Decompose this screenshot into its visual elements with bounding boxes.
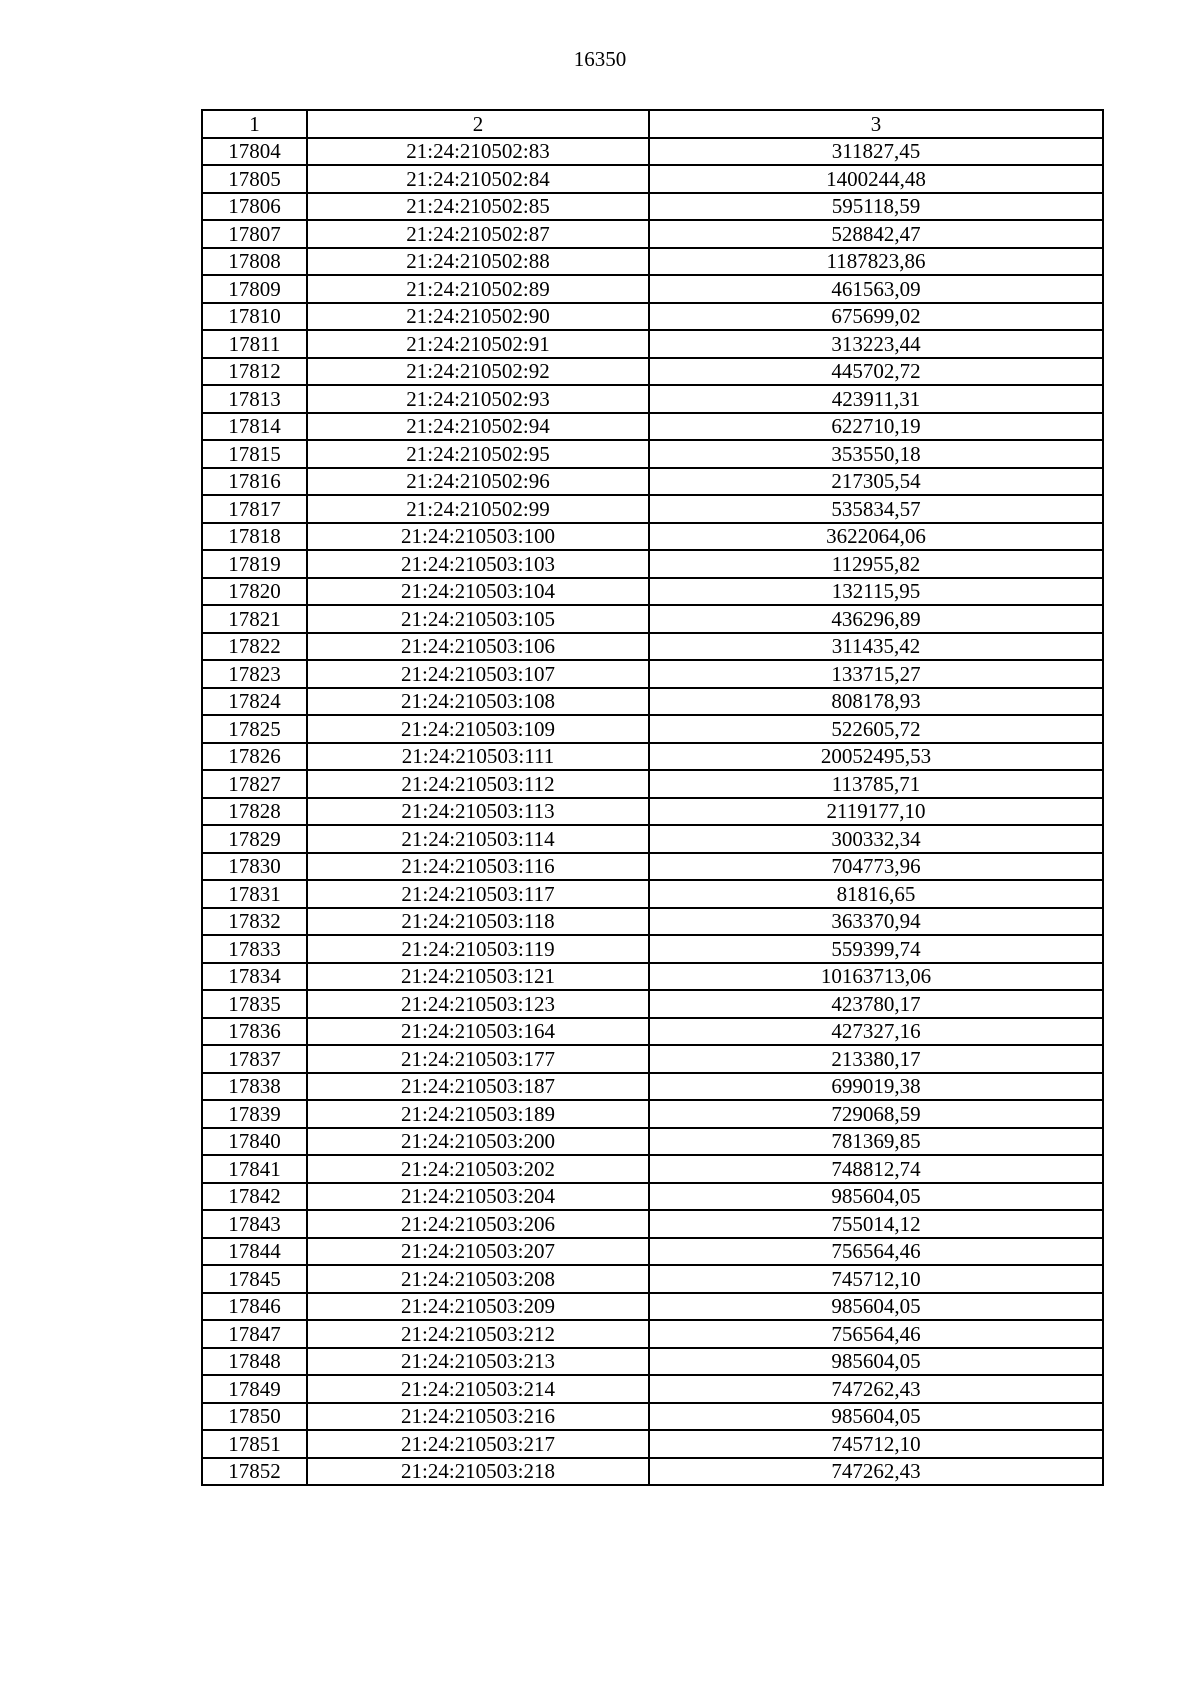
- value-cell: 217305,54: [649, 468, 1103, 496]
- cadastral-number-cell: 21:24:210502:91: [307, 330, 649, 358]
- cadastral-number-cell: 21:24:210503:111: [307, 743, 649, 771]
- value-cell: 445702,72: [649, 358, 1103, 386]
- table-row: [202, 1430, 1103, 1458]
- table-row: [202, 688, 1103, 716]
- row-number-cell: 17844: [202, 1238, 307, 1266]
- cadastral-number-cell: 21:24:210503:109: [307, 715, 649, 743]
- column-header-3: 3: [649, 110, 1103, 138]
- row-number-cell: 17834: [202, 963, 307, 991]
- value-cell: 436296,89: [649, 605, 1103, 633]
- value-cell: 528842,47: [649, 220, 1103, 248]
- row-number-cell: 17810: [202, 303, 307, 331]
- table-row: [202, 358, 1103, 386]
- row-number-cell: 17824: [202, 688, 307, 716]
- row-number-cell: 17817: [202, 495, 307, 523]
- table-row: [202, 880, 1103, 908]
- cadastral-number-cell: 21:24:210502:94: [307, 413, 649, 441]
- row-number-cell: 17830: [202, 853, 307, 881]
- table-row: [202, 578, 1103, 606]
- header-row: [202, 110, 1103, 138]
- table-row: [202, 1045, 1103, 1073]
- row-number-cell: 17832: [202, 908, 307, 936]
- cadastral-number-cell: 21:24:210502:87: [307, 220, 649, 248]
- table-row: [202, 275, 1103, 303]
- value-cell: 522605,72: [649, 715, 1103, 743]
- row-number-cell: 17805: [202, 165, 307, 193]
- value-cell: 133715,27: [649, 660, 1103, 688]
- value-cell: 756564,46: [649, 1238, 1103, 1266]
- cadastral-number-cell: 21:24:210503:123: [307, 990, 649, 1018]
- row-number-cell: 17825: [202, 715, 307, 743]
- value-cell: 755014,12: [649, 1210, 1103, 1238]
- value-cell: 300332,34: [649, 825, 1103, 853]
- table-row: [202, 715, 1103, 743]
- cadastral-number-cell: 21:24:210503:217: [307, 1430, 649, 1458]
- table-row: [202, 248, 1103, 276]
- row-number-cell: 17819: [202, 550, 307, 578]
- value-cell: 704773,96: [649, 853, 1103, 881]
- value-cell: 1187823,86: [649, 248, 1103, 276]
- cadastral-number-cell: 21:24:210502:96: [307, 468, 649, 496]
- column-header-1: 1: [202, 110, 307, 138]
- cadastral-number-cell: 21:24:210503:177: [307, 1045, 649, 1073]
- value-cell: 427327,16: [649, 1018, 1103, 1046]
- cadastral-number-cell: 21:24:210502:93: [307, 385, 649, 413]
- value-cell: 748812,74: [649, 1155, 1103, 1183]
- table-row: [202, 523, 1103, 551]
- cadastral-number-cell: 21:24:210503:164: [307, 1018, 649, 1046]
- cadastral-number-cell: 21:24:210502:90: [307, 303, 649, 331]
- column-header-2: 2: [307, 110, 649, 138]
- value-cell: 985604,05: [649, 1348, 1103, 1376]
- row-number-cell: 17852: [202, 1458, 307, 1486]
- cadastral-number-cell: 21:24:210503:116: [307, 853, 649, 881]
- table-row: [202, 1348, 1103, 1376]
- value-cell: 747262,43: [649, 1375, 1103, 1403]
- value-cell: 132115,95: [649, 578, 1103, 606]
- row-number-cell: 17828: [202, 798, 307, 826]
- row-number-cell: 17845: [202, 1265, 307, 1293]
- table-row: [202, 1293, 1103, 1321]
- row-number-cell: 17804: [202, 138, 307, 166]
- table-body: [202, 138, 1103, 1486]
- value-cell: 311827,45: [649, 138, 1103, 166]
- table-row: [202, 1155, 1103, 1183]
- cadastral-number-cell: 21:24:210503:216: [307, 1403, 649, 1431]
- value-cell: 756564,46: [649, 1320, 1103, 1348]
- value-cell: 20052495,53: [649, 743, 1103, 771]
- table-row: [202, 633, 1103, 661]
- cadastral-number-cell: 21:24:210503:218: [307, 1458, 649, 1486]
- table-row: [202, 1403, 1103, 1431]
- cadastral-number-cell: 21:24:210503:206: [307, 1210, 649, 1238]
- cadastral-number-cell: 21:24:210502:95: [307, 440, 649, 468]
- cadastral-number-cell: 21:24:210503:213: [307, 1348, 649, 1376]
- value-cell: 699019,38: [649, 1073, 1103, 1101]
- cadastral-number-cell: 21:24:210502:99: [307, 495, 649, 523]
- row-number-cell: 17847: [202, 1320, 307, 1348]
- table-row: [202, 1238, 1103, 1266]
- row-number-cell: 17822: [202, 633, 307, 661]
- page-number: 16350: [573, 47, 627, 71]
- table-row: [202, 468, 1103, 496]
- table-row: [202, 495, 1103, 523]
- row-number-cell: 17813: [202, 385, 307, 413]
- cadastral-number-cell: 21:24:210502:92: [307, 358, 649, 386]
- value-cell: 363370,94: [649, 908, 1103, 936]
- row-number-cell: 17833: [202, 935, 307, 963]
- table-row: [202, 303, 1103, 331]
- value-cell: 808178,93: [649, 688, 1103, 716]
- cadastral-number-cell: 21:24:210503:214: [307, 1375, 649, 1403]
- row-number-cell: 17851: [202, 1430, 307, 1458]
- value-cell: 112955,82: [649, 550, 1103, 578]
- cadastral-number-cell: 21:24:210503:100: [307, 523, 649, 551]
- value-cell: 622710,19: [649, 413, 1103, 441]
- row-number-cell: 17827: [202, 770, 307, 798]
- table-row: [202, 743, 1103, 771]
- cadastral-number-cell: 21:24:210502:85: [307, 193, 649, 221]
- value-cell: 423911,31: [649, 385, 1103, 413]
- table-row: [202, 413, 1103, 441]
- table-row: [202, 1210, 1103, 1238]
- cadastral-number-cell: 21:24:210503:104: [307, 578, 649, 606]
- cadastral-number-cell: 21:24:210503:207: [307, 1238, 649, 1266]
- cadastral-number-cell: 21:24:210503:204: [307, 1183, 649, 1211]
- table-row: [202, 1458, 1103, 1486]
- value-cell: 2119177,10: [649, 798, 1103, 826]
- row-number-cell: 17840: [202, 1128, 307, 1156]
- value-cell: 985604,05: [649, 1293, 1103, 1321]
- cadastral-number-cell: 21:24:210503:212: [307, 1320, 649, 1348]
- row-number-cell: 17823: [202, 660, 307, 688]
- cadastral-number-cell: 21:24:210502:83: [307, 138, 649, 166]
- table-row: [202, 1183, 1103, 1211]
- table-row: [202, 908, 1103, 936]
- row-number-cell: 17808: [202, 248, 307, 276]
- row-number-cell: 17826: [202, 743, 307, 771]
- value-cell: 675699,02: [649, 303, 1103, 331]
- cadastral-number-cell: 21:24:210503:202: [307, 1155, 649, 1183]
- row-number-cell: 17829: [202, 825, 307, 853]
- row-number-cell: 17837: [202, 1045, 307, 1073]
- cadastral-number-cell: 21:24:210503:121: [307, 963, 649, 991]
- table-row: [202, 1128, 1103, 1156]
- value-cell: 745712,10: [649, 1430, 1103, 1458]
- table-row: [202, 990, 1103, 1018]
- table-row: [202, 798, 1103, 826]
- cadastral-number-cell: 21:24:210503:208: [307, 1265, 649, 1293]
- table-row: [202, 825, 1103, 853]
- value-cell: 729068,59: [649, 1100, 1103, 1128]
- cadastral-number-cell: 21:24:210502:89: [307, 275, 649, 303]
- cadastral-number-cell: 21:24:210503:209: [307, 1293, 649, 1321]
- row-number-cell: 17821: [202, 605, 307, 633]
- row-number-cell: 17838: [202, 1073, 307, 1101]
- value-cell: 985604,05: [649, 1403, 1103, 1431]
- row-number-cell: 17835: [202, 990, 307, 1018]
- table-row: [202, 1100, 1103, 1128]
- row-number-cell: 17811: [202, 330, 307, 358]
- registry-table: [201, 109, 1104, 1486]
- value-cell: 10163713,06: [649, 963, 1103, 991]
- table-row: [202, 935, 1103, 963]
- value-cell: 559399,74: [649, 935, 1103, 963]
- cadastral-number-cell: 21:24:210503:108: [307, 688, 649, 716]
- value-cell: 313223,44: [649, 330, 1103, 358]
- cadastral-number-cell: 21:24:210503:106: [307, 633, 649, 661]
- table-row: [202, 605, 1103, 633]
- value-cell: 81816,65: [649, 880, 1103, 908]
- table-row: [202, 220, 1103, 248]
- cadastral-number-cell: 21:24:210503:105: [307, 605, 649, 633]
- value-cell: 3622064,06: [649, 523, 1103, 551]
- table-row: [202, 165, 1103, 193]
- table-row: [202, 440, 1103, 468]
- row-number-cell: 17814: [202, 413, 307, 441]
- row-number-cell: 17820: [202, 578, 307, 606]
- value-cell: 747262,43: [649, 1458, 1103, 1486]
- cadastral-number-cell: 21:24:210503:187: [307, 1073, 649, 1101]
- row-number-cell: 17815: [202, 440, 307, 468]
- value-cell: 311435,42: [649, 633, 1103, 661]
- row-number-cell: 17850: [202, 1403, 307, 1431]
- row-number-cell: 17807: [202, 220, 307, 248]
- row-number-cell: 17836: [202, 1018, 307, 1046]
- cadastral-number-cell: 21:24:210503:103: [307, 550, 649, 578]
- row-number-cell: 17846: [202, 1293, 307, 1321]
- cadastral-number-cell: 21:24:210503:200: [307, 1128, 649, 1156]
- row-number-cell: 17841: [202, 1155, 307, 1183]
- value-cell: 1400244,48: [649, 165, 1103, 193]
- table-row: [202, 1320, 1103, 1348]
- value-cell: 985604,05: [649, 1183, 1103, 1211]
- table-row: [202, 550, 1103, 578]
- table-row: [202, 1375, 1103, 1403]
- value-cell: 781369,85: [649, 1128, 1103, 1156]
- table-row: [202, 1265, 1103, 1293]
- cadastral-number-cell: 21:24:210503:112: [307, 770, 649, 798]
- value-cell: 213380,17: [649, 1045, 1103, 1073]
- row-number-cell: 17842: [202, 1183, 307, 1211]
- table-row: [202, 963, 1103, 991]
- cadastral-number-cell: 21:24:210503:118: [307, 908, 649, 936]
- cadastral-number-cell: 21:24:210503:119: [307, 935, 649, 963]
- table-row: [202, 193, 1103, 221]
- value-cell: 353550,18: [649, 440, 1103, 468]
- cadastral-number-cell: 21:24:210502:88: [307, 248, 649, 276]
- row-number-cell: 17848: [202, 1348, 307, 1376]
- table-row: [202, 660, 1103, 688]
- cadastral-number-cell: 21:24:210502:84: [307, 165, 649, 193]
- row-number-cell: 17809: [202, 275, 307, 303]
- row-number-cell: 17843: [202, 1210, 307, 1238]
- cadastral-number-cell: 21:24:210503:114: [307, 825, 649, 853]
- value-cell: 461563,09: [649, 275, 1103, 303]
- row-number-cell: 17806: [202, 193, 307, 221]
- table-row: [202, 138, 1103, 166]
- table-row: [202, 770, 1103, 798]
- cadastral-number-cell: 21:24:210503:189: [307, 1100, 649, 1128]
- table-row: [202, 853, 1103, 881]
- cadastral-number-cell: 21:24:210503:113: [307, 798, 649, 826]
- value-cell: 595118,59: [649, 193, 1103, 221]
- value-cell: 535834,57: [649, 495, 1103, 523]
- table-row: [202, 385, 1103, 413]
- row-number-cell: 17849: [202, 1375, 307, 1403]
- row-number-cell: 17831: [202, 880, 307, 908]
- cadastral-number-cell: 21:24:210503:107: [307, 660, 649, 688]
- value-cell: 423780,17: [649, 990, 1103, 1018]
- table-row: [202, 1018, 1103, 1046]
- cadastral-number-cell: 21:24:210503:117: [307, 880, 649, 908]
- row-number-cell: 17816: [202, 468, 307, 496]
- row-number-cell: 17818: [202, 523, 307, 551]
- table-row: [202, 330, 1103, 358]
- value-cell: 113785,71: [649, 770, 1103, 798]
- value-cell: 745712,10: [649, 1265, 1103, 1293]
- row-number-cell: 17812: [202, 358, 307, 386]
- table-row: [202, 1073, 1103, 1101]
- row-number-cell: 17839: [202, 1100, 307, 1128]
